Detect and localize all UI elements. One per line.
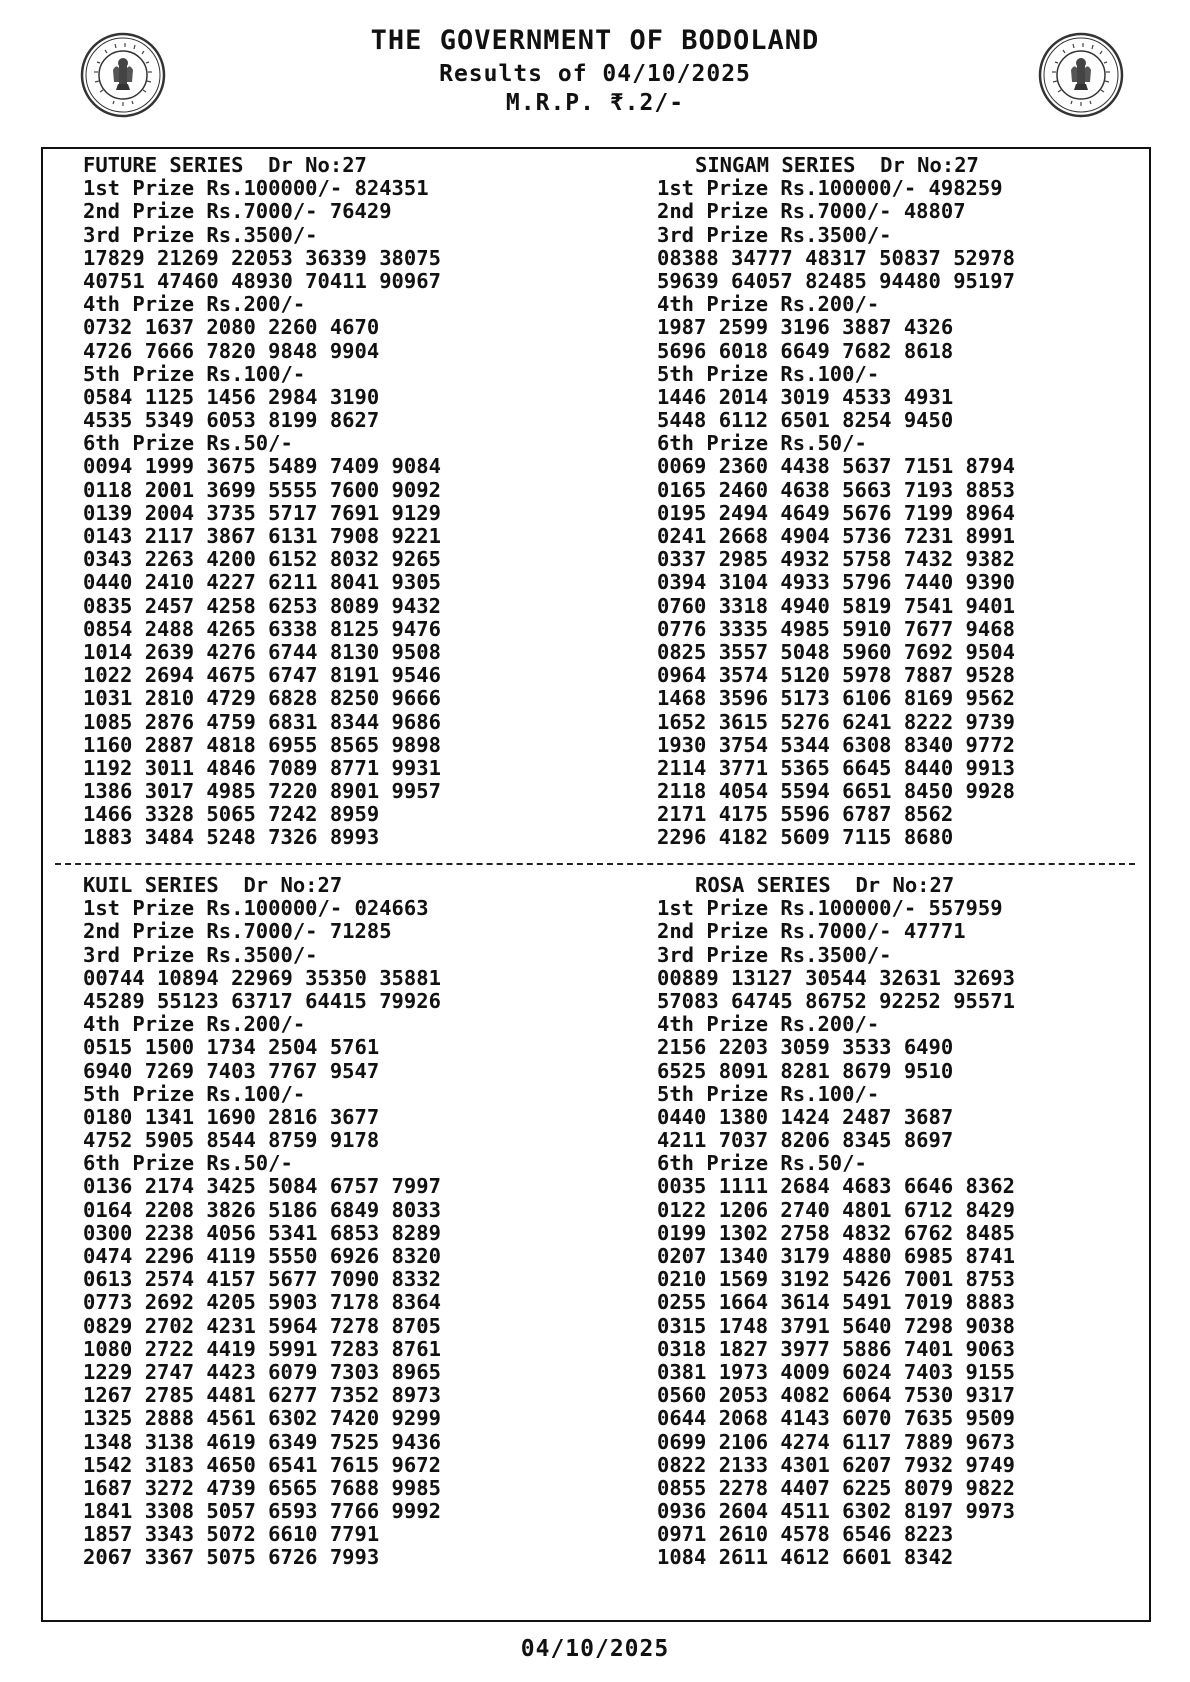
fifth-prize-label: 5th Prize Rs.100/- — [657, 362, 880, 386]
sixth-prize-numbers-row: 1687 3272 4739 6565 7688 9985 — [83, 1476, 441, 1500]
series-divider — [55, 863, 1135, 865]
draw-number: Dr No:27 — [268, 154, 367, 177]
sixth-prize-numbers-row: 0255 1664 3614 5491 7019 8883 — [657, 1291, 1015, 1315]
third-prize-numbers-row: 40751 47460 48930 70411 90967 — [83, 269, 441, 293]
third-prize-label: 3rd Prize Rs.3500/- — [657, 943, 892, 967]
sixth-prize-label: 6th Prize Rs.50/- — [657, 432, 867, 456]
sixth-prize-numbers-row: 0760 3318 4940 5819 7541 9401 — [657, 594, 1015, 618]
sixth-prize-numbers-row: 0118 2001 3699 5555 7600 9092 — [83, 478, 441, 502]
sixth-prize-numbers-row: 0165 2460 4638 5663 7193 8853 — [657, 478, 1015, 502]
sixth-prize-numbers-row: 0825 3557 5048 5960 7692 9504 — [657, 640, 1015, 664]
sixth-prize-numbers-row: 1841 3308 5057 6593 7766 9992 — [83, 1500, 441, 1524]
second-prize: 2nd Prize Rs.7000/- 71285 — [83, 920, 392, 944]
sixth-prize-label: 6th Prize Rs.50/- — [83, 1152, 293, 1176]
sixth-prize-numbers-row: 2067 3367 5075 6726 7993 — [83, 1546, 380, 1570]
sixth-prize-numbers-row: 1031 2810 4729 6828 8250 9666 — [83, 687, 441, 711]
fourth-prize-numbers-row: 5696 6018 6649 7682 8618 — [657, 339, 954, 363]
sixth-prize-numbers-row: 0300 2238 4056 5341 6853 8289 — [83, 1221, 441, 1245]
third-prize-numbers-row: 45289 55123 63717 64415 79926 — [83, 989, 441, 1013]
draw-number: Dr No:27 — [855, 874, 955, 897]
sixth-prize-numbers-row: 1229 2747 4423 6079 7303 8965 — [83, 1360, 441, 1384]
seal-emblem-left-icon — [80, 32, 166, 118]
sixth-prize-numbers-row: 0560 2053 4082 6064 7530 9317 — [657, 1384, 1015, 1408]
series-block-kuil — [83, 874, 603, 1570]
sixth-prize-numbers-row: 1930 3754 5344 6308 8340 9772 — [657, 733, 1015, 757]
fourth-prize-numbers-row: 2156 2203 3059 3533 6490 — [657, 1036, 954, 1060]
fifth-prize-numbers-row: 4211 7037 8206 8345 8697 — [657, 1129, 954, 1153]
sixth-prize-numbers-row: 0343 2263 4200 6152 8032 9265 — [83, 548, 441, 572]
fifth-prize-label: 5th Prize Rs.100/- — [83, 1082, 306, 1106]
sixth-prize-numbers-row: 0069 2360 4438 5637 7151 8794 — [657, 455, 1015, 479]
third-prize-label: 3rd Prize Rs.3500/- — [83, 223, 318, 247]
sixth-prize-numbers-row: 0139 2004 3735 5717 7691 9129 — [83, 501, 441, 525]
sixth-prize-numbers-row: 0210 1569 3192 5426 7001 8753 — [657, 1268, 1015, 1292]
sixth-prize-numbers-row: 1466 3328 5065 7242 8959 — [83, 803, 380, 827]
third-prize-numbers-row: 17829 21269 22053 36339 38075 — [83, 246, 441, 270]
third-prize-numbers-row: 08388 34777 48317 50837 52978 — [657, 246, 1015, 270]
sixth-prize-numbers-row: 0854 2488 4265 6338 8125 9476 — [83, 617, 441, 641]
second-prize: 2nd Prize Rs.7000/- 48807 — [657, 200, 966, 224]
sixth-prize-numbers-row: 1468 3596 5173 6106 8169 9562 — [657, 687, 1015, 711]
sixth-prize-numbers-row: 1857 3343 5072 6610 7791 — [83, 1523, 380, 1547]
sixth-prize-numbers-row: 1085 2876 4759 6831 8344 9686 — [83, 710, 441, 734]
sixth-prize-label: 6th Prize Rs.50/- — [83, 432, 293, 456]
second-prize: 2nd Prize Rs.7000/- 76429 — [83, 200, 392, 224]
sixth-prize-numbers-row: 0822 2133 4301 6207 7932 9749 — [657, 1453, 1015, 1477]
third-prize-label: 3rd Prize Rs.3500/- — [657, 223, 892, 247]
sixth-prize-numbers-row: 0474 2296 4119 5550 6926 8320 — [83, 1245, 441, 1268]
sixth-prize-numbers-row: 0164 2208 3826 5186 6849 8033 — [83, 1198, 441, 1222]
sixth-prize-numbers-row: 0855 2278 4407 6225 8079 9822 — [657, 1476, 1015, 1500]
third-prize-numbers-row: 57083 64745 86752 92252 95571 — [657, 989, 1015, 1013]
fourth-prize-numbers-row: 4726 7666 7820 9848 9904 — [83, 339, 380, 363]
page-title: THE GOVERNMENT OF BODOLAND — [370, 25, 820, 56]
fifth-prize-numbers-row: 4535 5349 6053 8199 8627 — [83, 409, 380, 433]
sixth-prize-numbers-row: 0699 2106 4274 6117 7889 9673 — [657, 1430, 1015, 1454]
third-prize-numbers-row: 59639 64057 82485 94480 95197 — [657, 269, 1015, 293]
page-header — [0, 22, 1190, 118]
series-block-rosa — [657, 874, 1177, 1570]
fifth-prize-numbers-row: 0440 1380 1424 2487 3687 — [657, 1105, 954, 1129]
fifth-prize-numbers-row: 0180 1341 1690 2816 3677 — [83, 1105, 380, 1129]
series-block-future — [83, 154, 603, 850]
fourth-prize-numbers-row: 0515 1500 1734 2504 5761 — [83, 1036, 380, 1060]
series-header — [83, 154, 603, 177]
fifth-prize-numbers-row: 5448 6112 6501 8254 9450 — [657, 409, 954, 433]
third-prize-label: 3rd Prize Rs.3500/- — [83, 943, 318, 967]
sixth-prize-numbers-row: 0315 1748 3791 5640 7298 9038 — [657, 1314, 1015, 1338]
series-name: ROSA SERIES — [695, 874, 831, 897]
fourth-prize-numbers-row: 0732 1637 2080 2260 4670 — [83, 316, 380, 340]
sixth-prize-numbers-row: 1160 2887 4818 6955 8565 9898 — [83, 733, 441, 757]
second-prize: 2nd Prize Rs.7000/- 47771 — [657, 920, 966, 944]
sixth-prize-numbers-row: 1652 3615 5276 6241 8222 9739 — [657, 710, 1015, 734]
fifth-prize-numbers-row: 0584 1125 1456 2984 3190 — [83, 385, 380, 409]
series-name: SINGAM SERIES — [695, 154, 856, 177]
sixth-prize-numbers-row: 0440 2410 4227 6211 8041 9305 — [83, 571, 441, 595]
sixth-prize-numbers-row: 0773 2692 4205 5903 7178 8364 — [83, 1291, 441, 1315]
sixth-prize-numbers-row: 1080 2722 4419 5991 7283 8761 — [83, 1337, 441, 1361]
sixth-prize-numbers-row: 2296 4182 5609 7115 8680 — [657, 826, 954, 850]
sixth-prize-numbers-row: 0835 2457 4258 6253 8089 9432 — [83, 594, 441, 618]
sixth-prize-numbers-row: 1386 3017 4985 7220 8901 9957 — [83, 780, 441, 804]
fourth-prize-label: 4th Prize Rs.200/- — [83, 293, 306, 317]
sixth-prize-numbers-row: 0936 2604 4511 6302 8197 9973 — [657, 1500, 1015, 1524]
sixth-prize-numbers-row: 0143 2117 3867 6131 7908 9221 — [83, 525, 441, 548]
fourth-prize-label: 4th Prize Rs.200/- — [657, 293, 880, 317]
sixth-prize-numbers-row: 0776 3335 4985 5910 7677 9468 — [657, 617, 1015, 641]
fourth-prize-label: 4th Prize Rs.200/- — [83, 1013, 306, 1037]
sixth-prize-numbers-row: 0318 1827 3977 5886 7401 9063 — [657, 1337, 1015, 1361]
series-block-singam — [657, 154, 1177, 850]
sixth-prize-numbers-row: 0829 2702 4231 5964 7278 8705 — [83, 1314, 441, 1338]
sixth-prize-numbers-row: 1267 2785 4481 6277 7352 8973 — [83, 1384, 441, 1408]
fourth-prize-numbers-row: 6525 8091 8281 8679 9510 — [657, 1059, 954, 1083]
results-date-line: Results of 04/10/2025 — [439, 61, 751, 87]
series-header — [657, 874, 1177, 897]
sixth-prize-numbers-row: 2171 4175 5596 6787 8562 — [657, 803, 954, 827]
sixth-prize-numbers-row: 0971 2610 4578 6546 8223 — [657, 1523, 954, 1547]
fifth-prize-label: 5th Prize Rs.100/- — [83, 362, 306, 386]
fifth-prize-numbers-row: 1446 2014 3019 4533 4931 — [657, 385, 954, 409]
sixth-prize-numbers-row: 0241 2668 4904 5736 7231 8991 — [657, 525, 1015, 548]
first-prize: 1st Prize Rs.100000/- 498259 — [657, 177, 1003, 201]
first-prize: 1st Prize Rs.100000/- 024663 — [83, 897, 429, 921]
sixth-prize-numbers-row: 1542 3183 4650 6541 7615 9672 — [83, 1453, 441, 1477]
sixth-prize-numbers-row: 0199 1302 2758 4832 6762 8485 — [657, 1221, 1015, 1245]
sixth-prize-numbers-row: 0094 1999 3675 5489 7409 9084 — [83, 455, 441, 479]
sixth-prize-numbers-row: 0207 1340 3179 4880 6985 8741 — [657, 1245, 1015, 1268]
sixth-prize-numbers-row: 0136 2174 3425 5084 6757 7997 — [83, 1175, 441, 1199]
sixth-prize-numbers-row: 0122 1206 2740 4801 6712 8429 — [657, 1198, 1015, 1222]
sixth-prize-numbers-row: 0394 3104 4933 5796 7440 9390 — [657, 571, 1015, 595]
series-name: KUIL SERIES — [83, 874, 219, 897]
sixth-prize-numbers-row: 0195 2494 4649 5676 7199 8964 — [657, 501, 1015, 525]
sixth-prize-label: 6th Prize Rs.50/- — [657, 1152, 867, 1176]
seal-emblem-right-icon — [1038, 32, 1124, 118]
sixth-prize-numbers-row: 2114 3771 5365 6645 8440 9913 — [657, 756, 1015, 780]
sixth-prize-numbers-row: 1883 3484 5248 7326 8993 — [83, 826, 380, 850]
fourth-prize-numbers-row: 1987 2599 3196 3887 4326 — [657, 316, 954, 340]
sixth-prize-numbers-row: 1014 2639 4276 6744 8130 9508 — [83, 640, 441, 664]
series-header — [83, 874, 603, 897]
sixth-prize-numbers-row: 1192 3011 4846 7089 8771 9931 — [83, 756, 441, 780]
first-prize: 1st Prize Rs.100000/- 557959 — [657, 897, 1003, 921]
sixth-prize-numbers-row: 0337 2985 4932 5758 7432 9382 — [657, 548, 1015, 572]
sixth-prize-numbers-row: 0613 2574 4157 5677 7090 8332 — [83, 1268, 441, 1292]
fourth-prize-numbers-row: 6940 7269 7403 7767 9547 — [83, 1059, 380, 1083]
draw-number: Dr No:27 — [880, 154, 979, 177]
sixth-prize-numbers-row: 0644 2068 4143 6070 7635 9509 — [657, 1407, 1015, 1431]
fourth-prize-label: 4th Prize Rs.200/- — [657, 1013, 880, 1037]
sixth-prize-numbers-row: 0381 1973 4009 6024 7403 9155 — [657, 1360, 1015, 1384]
footer-date: 04/10/2025 — [520, 1636, 670, 1662]
fifth-prize-numbers-row: 4752 5905 8544 8759 9178 — [83, 1129, 380, 1153]
sixth-prize-numbers-row: 0035 1111 2684 4683 6646 8362 — [657, 1175, 1015, 1199]
third-prize-numbers-row: 00889 13127 30544 32631 32693 — [657, 966, 1015, 990]
series-header — [657, 154, 1177, 177]
mrp-line: M.R.P. ₹.2/- — [505, 90, 685, 116]
sixth-prize-numbers-row: 1348 3138 4619 6349 7525 9436 — [83, 1430, 441, 1454]
sixth-prize-numbers-row: 2118 4054 5594 6651 8450 9928 — [657, 780, 1015, 804]
draw-number: Dr No:27 — [243, 874, 343, 897]
sixth-prize-numbers-row: 1084 2611 4612 6601 8342 — [657, 1546, 954, 1570]
first-prize: 1st Prize Rs.100000/- 824351 — [83, 177, 429, 201]
sixth-prize-numbers-row: 0964 3574 5120 5978 7887 9528 — [657, 664, 1015, 688]
series-name: FUTURE SERIES — [83, 154, 244, 177]
sixth-prize-numbers-row: 1325 2888 4561 6302 7420 9299 — [83, 1407, 441, 1431]
sixth-prize-numbers-row: 1022 2694 4675 6747 8191 9546 — [83, 664, 441, 688]
third-prize-numbers-row: 00744 10894 22969 35350 35881 — [83, 966, 441, 990]
fifth-prize-label: 5th Prize Rs.100/- — [657, 1082, 880, 1106]
